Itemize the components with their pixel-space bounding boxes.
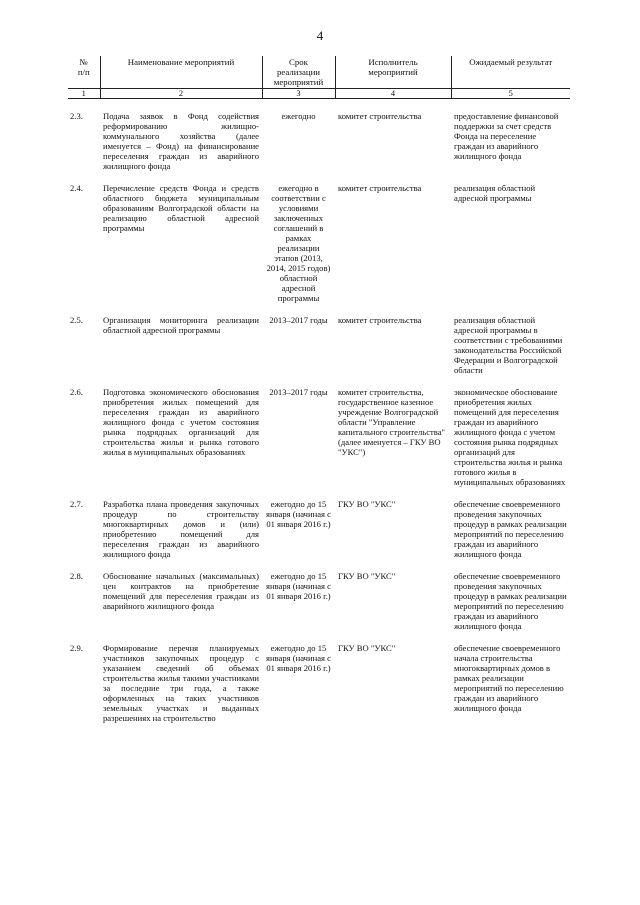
table-header-row bbox=[68, 56, 570, 89]
measure-result: предоставление финансовой поддержки за счет средств Фонда на переселение граждан из аварийного жилищного фонда bbox=[454, 111, 559, 161]
measure-executor: комитет строительства bbox=[338, 183, 422, 193]
column-number: 3 bbox=[262, 89, 335, 99]
table-row bbox=[68, 183, 570, 303]
column-number: 2 bbox=[100, 89, 262, 99]
table-row bbox=[68, 315, 570, 375]
measure-result: реализация областной адресной программы в соответствии с требованиями законодательства Российской Федерации и Волгоградской области bbox=[454, 315, 563, 375]
measure-name: Разработка плана проведения закупочных процедур по строительству многоквартирных домов и (или) приобретению помещений для переселения граждан из аварийного жилищного фонда bbox=[103, 499, 259, 559]
measure-term: ежегодно в соответствии с условиями заключенных соглашений в рамках реализации этапов (2013, 2014, 2015 годов) областной адресной программы bbox=[266, 183, 331, 303]
table-row bbox=[68, 387, 570, 487]
measure-term: ежегодно до 15 января (начиная с 01 января 2016 г.) bbox=[266, 643, 331, 673]
header-name: Наименование мероприятий bbox=[100, 56, 262, 89]
measure-executor: ГКУ ВО "УКС" bbox=[338, 499, 396, 509]
measure-name: Подача заявок в Фонд содействия реформированию жилищно-коммунального хозяйства (далее именуется – Фонд) на финансирование переселения граждан из аварийного жилищного фонда bbox=[103, 111, 259, 171]
measure-name: Обоснование начальных (максимальных) цен контрактов на приобретение помещений для переселения граждан из аварийного жилищного фонда bbox=[103, 571, 259, 611]
measure-term: 2013–2017 годы bbox=[269, 387, 328, 397]
header-term: Срок реализации мероприятий bbox=[262, 56, 335, 89]
measure-result: обеспечение своевременного проведения закупочных процедур в рамках реализации мероприятий по переселению граждан из аварийного жилищного фонда bbox=[454, 499, 567, 559]
measure-executor: ГКУ ВО "УКС" bbox=[338, 643, 396, 653]
column-number: 1 bbox=[68, 89, 100, 99]
row-number: 2.4. bbox=[70, 183, 83, 193]
measure-executor: комитет строительства, государственное казенное учреждение Волгоградской области "Управление капитального строительства" (далее именуется – ГКУ ВО "УКС") bbox=[338, 387, 446, 457]
measures-table bbox=[68, 56, 570, 723]
measure-result: обеспечение своевременного проведения закупочных процедур в рамках реализации мероприятий по переселению граждан из аварийного жилищного фонда bbox=[454, 571, 567, 631]
header-result: Ожидаемый результат bbox=[451, 56, 570, 89]
measure-name: Подготовка экономического обоснования приобретения жилых помещений для переселения граждан из аварийного жилищного фонда с учетом состояния рынка подрядных организаций для строительства жилья и рынка готового жилья в муниципальных образованиях bbox=[103, 387, 259, 457]
row-number: 2.3. bbox=[70, 111, 83, 121]
table-row bbox=[68, 499, 570, 559]
measure-executor: комитет строительства bbox=[338, 315, 422, 325]
measure-executor: комитет строительства bbox=[338, 111, 422, 121]
table-row bbox=[68, 571, 570, 631]
header-executor: Исполнитель мероприятий bbox=[335, 56, 451, 89]
measure-name: Перечисление средств Фонда и средств областного бюджета муниципальным образованиям Волгоградской области на реализацию областной адресной программы bbox=[103, 183, 259, 233]
measure-term: ежегодно до 15 января (начиная с 01 января 2016 г.) bbox=[266, 499, 331, 529]
measure-result: реализация областной адресной программы bbox=[454, 183, 536, 203]
measure-name: Формирование перечня планируемых участников закупочных процедур с указанием сведений об объемах строительства жилья такими участниками за последние три года, а также оформленных на таких участников земельных участках и выданных разрешениях на строительство bbox=[103, 643, 259, 723]
measure-term: 2013–2017 годы bbox=[269, 315, 328, 325]
column-number: 4 bbox=[335, 89, 451, 99]
table-row bbox=[68, 643, 570, 723]
page-number: 4 bbox=[316, 28, 324, 43]
row-number: 2.8. bbox=[70, 571, 83, 581]
measure-term: ежегодно bbox=[281, 111, 316, 121]
row-number: 2.6. bbox=[70, 387, 83, 397]
measure-result: экономическое обоснование приобретения жилых помещений для переселения граждан из аварийного жилищного фонда с учетом состояния рынка подрядных организаций для строительства жилья и рынка готового жилья в муниципальных образованиях bbox=[454, 387, 566, 487]
header-number: № п/п bbox=[77, 57, 90, 77]
row-number: 2.9. bbox=[70, 643, 83, 653]
row-number: 2.7. bbox=[70, 499, 83, 509]
table-row bbox=[68, 111, 570, 171]
measure-term: ежегодно до 15 января (начиная с 01 января 2016 г.) bbox=[266, 571, 331, 601]
measure-result: обеспечение своевременного начала строительства многоквартирных домов в рамках реализации мероприятий по переселению граждан из аварийного жилищного фонда bbox=[454, 643, 564, 713]
measure-executor: ГКУ ВО "УКС" bbox=[338, 571, 396, 581]
column-number-row bbox=[68, 89, 570, 99]
row-number: 2.5. bbox=[70, 315, 83, 325]
column-number: 5 bbox=[451, 89, 570, 99]
measure-name: Организация мониторинга реализации областной адресной программы bbox=[103, 315, 259, 335]
